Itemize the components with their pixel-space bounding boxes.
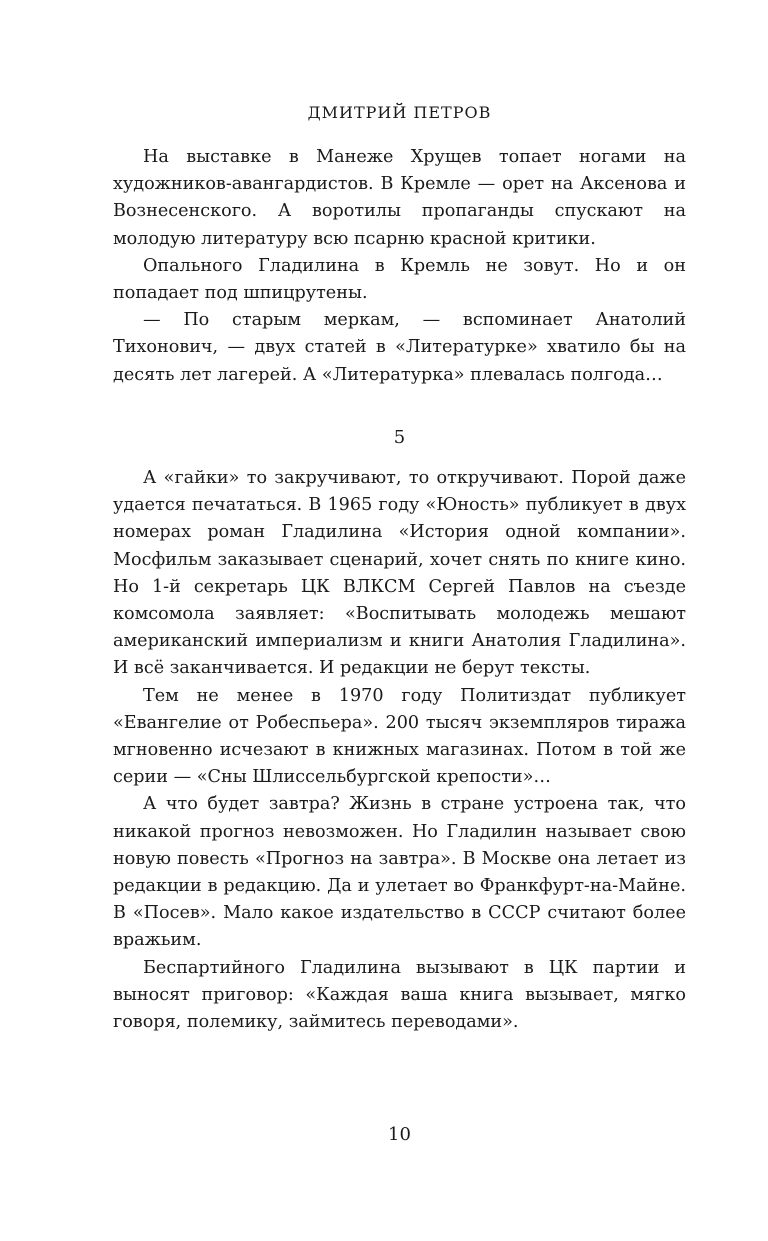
paragraph: На выставке в Манеже Хрущев топает ногами на художников-авангардистов. В Кремле — орет на Аксенова и Вознесенского. А воротилы пропаганды спускают на молодую литературу всю псарню красной критики. bbox=[113, 147, 686, 249]
paragraph: Беспартийного Гладилина вызывают в ЦК партии и выносят приговор: «Каждая ваша книга вызывает, мягко говоря, полемику, займитесь переводами». bbox=[113, 957, 686, 1033]
paragraph: Тем не менее в 1970 году Политиздат публикует «Евангелие от Робеспьера». 200 тысяч экземпляров тиража мгновенно исчезают в книжных магазинах. Потом в той же серии — «Сны Шлиссельбургской крепости»… bbox=[113, 685, 686, 788]
book-page bbox=[113, 0, 686, 1241]
text-block-section-5 bbox=[113, 465, 686, 1036]
paragraph: Опального Гладилина в Кремль не зовут. Но и он попадает под шпицрутены. bbox=[113, 255, 686, 304]
running-head: ДМИТРИЙ ПЕТРОВ bbox=[307, 103, 492, 122]
paragraph: А «гайки» то закручивают, то откручивают. Порой даже удается печататься. В 1965 году «Юность» публикует в двух номерах роман Гладилина «История одной компании». Мосфильм заказывает сценарий, хочет снять по книге кино. Но 1-й секретарь ЦК ВЛКСМ Сергей Павлов на съезде комсомола заявляет: «Воспитывать молодежь мешают американский империализм и книги Анатолия Гладилина». И всё заканчивается. И редакции не берут тексты. bbox=[113, 468, 686, 679]
paragraph: А что будет завтра? Жизнь в стране устроена так, что никакой прогноз невозможен. Но Гладилин называет свою новую повесть «Прогноз на завтра». В Москве она летает из редакции в редакцию. Да и улетает во Франкфурт-на-Майне. В «Посев». Мало какое издательство в СССР считают более вражьим. bbox=[113, 794, 686, 951]
section-number: 5 bbox=[393, 427, 406, 448]
paragraph: — По старым меркам, — вспоминает Анатолий Тихонович, — двух статей в «Литературке» хватило бы на десять лет лагерей. А «Литературка» плевалась полгода… bbox=[113, 310, 686, 385]
text-block-before-section bbox=[113, 144, 686, 389]
page-number: 10 bbox=[388, 1124, 411, 1145]
